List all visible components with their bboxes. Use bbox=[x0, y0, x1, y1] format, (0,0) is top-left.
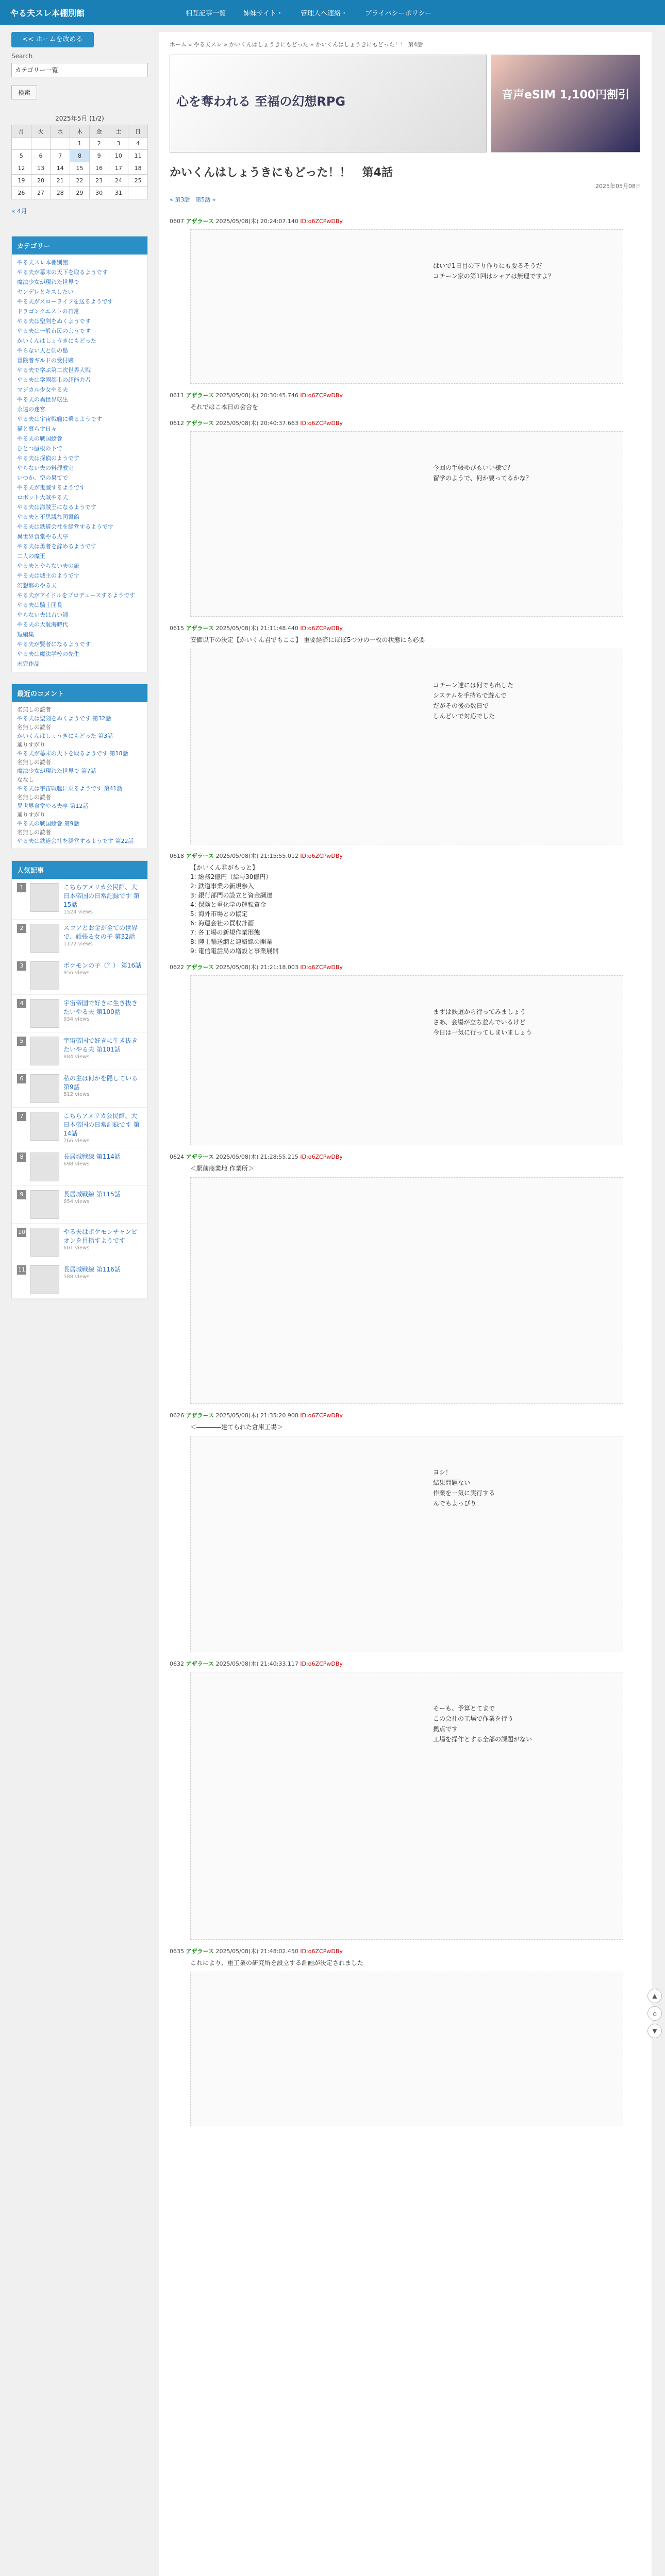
calendar-weekday: 水 bbox=[51, 125, 70, 138]
ranking-title[interactable]: こちらアメリカ公民館、大日本帝国の日常記録です 第15話 bbox=[63, 884, 140, 908]
post bbox=[170, 1947, 641, 2126]
category-link[interactable]: ロボット大戦やる夫 bbox=[17, 494, 68, 501]
post-time: 2025/05/08(木) 21:48:02.450 bbox=[215, 1948, 298, 1955]
comment-author: 名無しの読者 bbox=[17, 706, 51, 713]
category-link[interactable]: やる夫の戦国絵巻 bbox=[17, 435, 62, 442]
category-link[interactable]: かいくんはしょうきにもどった bbox=[17, 337, 96, 344]
post bbox=[170, 391, 641, 412]
comments-heading: 最近のコメント bbox=[12, 684, 147, 702]
ranking-item[interactable] bbox=[12, 957, 147, 995]
post-number[interactable]: 0618 bbox=[170, 853, 184, 859]
category-link[interactable]: やる夫とやらない夫の旅 bbox=[17, 563, 79, 569]
ranking-views: 956 views bbox=[63, 970, 90, 976]
ascii-art bbox=[190, 649, 623, 844]
ranking-views: 1524 views bbox=[63, 909, 93, 915]
ranking-views: 766 views bbox=[63, 1138, 90, 1144]
ranking-item[interactable] bbox=[12, 1186, 147, 1224]
chevron-down-icon[interactable]: ▼ bbox=[647, 2024, 662, 2038]
calendar-weekday: 月 bbox=[12, 125, 31, 138]
ranking-item[interactable] bbox=[12, 1261, 147, 1299]
search-button[interactable]: 検索 bbox=[11, 86, 37, 99]
post-time: 2025/05/08(木) 21:28:55.215 bbox=[215, 1154, 298, 1160]
ascii-art bbox=[190, 1177, 623, 1404]
post-time: 2025/05/08(木) 21:21:18.003 bbox=[215, 964, 298, 971]
post-text: 安価以下の決定【かいくん君でもここ】 重要経済にほぼ5つ分の一枚の状態にも必要 bbox=[190, 636, 425, 643]
ranking-number: 10 bbox=[17, 1228, 26, 1237]
ascii-art bbox=[190, 1972, 623, 2126]
category-link[interactable]: 二人の魔王 bbox=[17, 553, 45, 560]
ranking-title[interactable]: 長居城戦線 第116話 bbox=[63, 1266, 121, 1273]
post-number[interactable]: 0612 bbox=[170, 420, 184, 427]
post-number[interactable]: 0615 bbox=[170, 625, 184, 632]
ranking-title[interactable]: スコアとお金が全ての世界で、頑張る女の子 第32話 bbox=[63, 924, 138, 940]
category-link[interactable]: やる夫は勇者を辞めるようです bbox=[17, 543, 96, 550]
calendar-day[interactable]: 12 bbox=[12, 162, 31, 175]
category-select[interactable]: カテゴリー一覧 bbox=[11, 63, 148, 77]
post bbox=[170, 963, 641, 1145]
post-author: アザラース bbox=[186, 420, 214, 427]
speech-text: そーも、予算とてまで この会社の工場で作業を行う 拠点です 工場を操作とする全部の課題がない bbox=[433, 1705, 533, 1743]
category-link[interactable]: やる夫がスローライフを送るようです bbox=[17, 298, 113, 305]
category-link[interactable]: ヤンデレとキスしたい bbox=[17, 289, 74, 295]
comment-entry-link[interactable]: やる夫は聖剣をぬくようです 第32話 bbox=[17, 715, 111, 722]
post-number[interactable]: 0626 bbox=[170, 1412, 184, 1419]
post bbox=[170, 419, 641, 617]
post-author: アザラース bbox=[186, 625, 214, 632]
calendar-day[interactable]: 30 bbox=[89, 187, 109, 199]
ascii-art bbox=[190, 229, 623, 384]
post bbox=[170, 1411, 641, 1652]
calendar-day[interactable]: 28 bbox=[51, 187, 70, 199]
calendar-day[interactable]: 7 bbox=[51, 150, 70, 162]
calendar-weekday: 木 bbox=[70, 125, 90, 138]
post-id: ID:o6ZCPwDBy bbox=[300, 1660, 343, 1667]
post bbox=[170, 217, 641, 384]
post-author: アザラース bbox=[186, 392, 214, 399]
ranking-views: 884 views bbox=[63, 1054, 90, 1060]
category-link[interactable]: やる夫の異世界転生 bbox=[17, 396, 68, 403]
comment-entry-link[interactable]: やる夫の戦国絵巻 第9話 bbox=[17, 820, 79, 827]
comment-author: ななし bbox=[17, 776, 34, 783]
post-number[interactable]: 0607 bbox=[170, 218, 184, 225]
calendar-day[interactable]: 15 bbox=[70, 162, 90, 175]
comment-author: 名無しの読者 bbox=[17, 759, 51, 766]
ranking-item[interactable] bbox=[12, 995, 147, 1032]
category-link[interactable]: やる夫スレ本棚別館 bbox=[17, 259, 68, 266]
post-id: ID:o6ZCPwDBy bbox=[300, 625, 343, 632]
ranking-box bbox=[11, 860, 148, 1299]
calendar-day[interactable]: 4 bbox=[128, 138, 148, 150]
category-link[interactable]: やらない夫は占い師 bbox=[17, 612, 68, 618]
nav-link[interactable]: 相互記事一覧 bbox=[186, 9, 226, 18]
post-author: アザラース bbox=[186, 1154, 214, 1160]
category-link[interactable]: やる夫で学ぶ第二次世界大戦 bbox=[17, 367, 91, 374]
nav-link[interactable]: プライバシーポリシー bbox=[365, 9, 432, 18]
category-link[interactable]: 魔法少女が現れた世界で bbox=[17, 279, 79, 285]
nav-link[interactable]: 姉妹サイト・ bbox=[243, 9, 284, 18]
ranking-item[interactable] bbox=[12, 920, 147, 957]
calendar-day[interactable]: 11 bbox=[128, 150, 148, 162]
category-link[interactable]: ひとつ屋根の下で bbox=[17, 445, 62, 452]
comment-entry-link[interactable]: 魔法少女が現れた世界で 第7話 bbox=[17, 768, 96, 774]
post-meta bbox=[170, 852, 641, 860]
calendar-weekday: 土 bbox=[109, 125, 128, 138]
post bbox=[170, 852, 641, 956]
category-link[interactable]: やる夫は魔法学校の先生 bbox=[17, 651, 79, 657]
comment-entry-link[interactable]: かいくんはしょうきにもどった 第3話 bbox=[17, 733, 113, 739]
ranking-number: 3 bbox=[17, 961, 26, 971]
ascii-art bbox=[190, 431, 623, 617]
ascii-art bbox=[190, 975, 623, 1145]
calendar-prev-link[interactable]: « 4月 bbox=[11, 208, 27, 215]
ranking-number: 7 bbox=[17, 1112, 26, 1121]
ranking-number: 8 bbox=[17, 1153, 26, 1162]
category-link[interactable]: 幻想郷のやる夫 bbox=[17, 582, 57, 589]
calendar-weekday: 日 bbox=[128, 125, 148, 138]
ranking-item[interactable] bbox=[12, 1070, 147, 1108]
category-link[interactable]: やる夫は海賊王になるようです bbox=[17, 504, 96, 511]
comment-entry-link[interactable]: やる夫が幕末の天下を取るようです 第18話 bbox=[17, 750, 128, 757]
episode-nav-links[interactable]: « 第3話 第5話 » bbox=[170, 196, 216, 203]
category-link[interactable]: いつか、空の果てで bbox=[17, 474, 68, 481]
calendar-day[interactable]: 8 bbox=[70, 150, 90, 162]
speech-text: コチーン達には何でも出した システムを手持ちで遊んで だがその後の数日で しんどいで対応でした bbox=[433, 682, 513, 720]
calendar-day[interactable]: 29 bbox=[70, 187, 90, 199]
category-link[interactable]: やる夫は聖剣をぬくようです bbox=[17, 318, 91, 325]
calendar-day[interactable]: 10 bbox=[109, 150, 128, 162]
ranking-views: 588 views bbox=[63, 1274, 90, 1280]
post-id: ID:o6ZCPwDBy bbox=[300, 964, 343, 971]
category-link[interactable]: やらない夫と剣の島 bbox=[17, 347, 68, 354]
ranking-title[interactable]: 宇宙帝国で好きに生き抜きたいやる夫 第100話 bbox=[63, 999, 138, 1015]
post-time: 2025/05/08(木) 20:24:07.140 bbox=[215, 218, 298, 225]
category-link[interactable]: 異世界食堂やる夫亭 bbox=[17, 533, 68, 540]
post-meta bbox=[170, 217, 641, 225]
calendar-day[interactable]: 14 bbox=[51, 162, 70, 175]
post bbox=[170, 1153, 641, 1404]
ranking-item[interactable] bbox=[12, 1148, 147, 1186]
ranking-thumbnail[interactable] bbox=[30, 1265, 59, 1294]
calendar-day[interactable]: 27 bbox=[31, 187, 51, 199]
ascii-art bbox=[190, 1672, 623, 1940]
ranking-views: 601 views bbox=[63, 1245, 90, 1251]
category-link[interactable]: やる夫は城主のようです bbox=[17, 572, 79, 579]
ranking-thumbnail[interactable] bbox=[30, 1037, 59, 1065]
ad-banner-text: 音声eSIM 1,100円割引 bbox=[502, 89, 630, 101]
category-link[interactable]: やる夫の大航海時代 bbox=[17, 621, 68, 628]
nav-link[interactable]: 管理人へ連絡・ bbox=[301, 9, 348, 18]
post-number[interactable]: 0635 bbox=[170, 1948, 184, 1955]
calendar-day[interactable]: 31 bbox=[109, 187, 128, 199]
calendar-day[interactable]: 1 bbox=[70, 138, 90, 150]
speech-text: まずは鉄道から行ってみましょう さあ、会場が立ち並んでいるけど 今日は一気に行ってしまいましょう bbox=[433, 1008, 533, 1036]
ranking-views: 934 views bbox=[63, 1016, 90, 1022]
post-author: アザラース bbox=[186, 1412, 214, 1419]
post-time: 2025/05/08(木) 20:40:37.663 bbox=[215, 420, 298, 427]
calendar-day bbox=[31, 138, 51, 150]
category-heading: カテゴリー bbox=[12, 236, 147, 255]
post-id: ID:o6ZCPwDBy bbox=[300, 1412, 343, 1419]
ranking-number: 2 bbox=[17, 924, 26, 933]
post-time: 2025/05/08(木) 21:35:20.908 bbox=[215, 1412, 298, 1419]
ranking-number: 9 bbox=[17, 1190, 26, 1199]
speech-text: はいで1日目の下り作りにも要るそうだ コチーン家の第1回はシャアは無理ですよ？ bbox=[433, 262, 555, 280]
article-date: 2025年05月08日 bbox=[595, 183, 641, 190]
post-id: ID:o6ZCPwDBy bbox=[300, 853, 343, 859]
category-link[interactable]: ドラゴンクエストの日常 bbox=[17, 308, 79, 315]
post-meta bbox=[170, 1153, 641, 1161]
comment-author: 名無しの読者 bbox=[17, 724, 51, 731]
category-link[interactable]: やる夫が賢者になるようです bbox=[17, 641, 91, 648]
calendar-weekday: 火 bbox=[31, 125, 51, 138]
article-title: かいくんはしょうきにもどった！！ 第4話 bbox=[170, 166, 393, 179]
calendar-day[interactable]: 25 bbox=[128, 175, 148, 187]
category-box bbox=[11, 236, 148, 672]
calendar-day[interactable]: 21 bbox=[51, 175, 70, 187]
post-id: ID:o6ZCPwDBy bbox=[300, 420, 343, 427]
calendar-day[interactable]: 20 bbox=[31, 175, 51, 187]
ranking-item[interactable] bbox=[12, 879, 147, 920]
calendar-day[interactable]: 5 bbox=[12, 150, 31, 162]
category-link[interactable]: 永遠の迷宮 bbox=[17, 406, 45, 413]
calendar-day[interactable]: 3 bbox=[109, 138, 128, 150]
ranking-thumbnail[interactable] bbox=[30, 1228, 59, 1257]
calendar-day bbox=[12, 138, 31, 150]
category-link[interactable]: 未完作品 bbox=[17, 660, 40, 667]
comment-entry-link[interactable]: 異世界食堂やる夫亭 第12話 bbox=[17, 803, 89, 809]
ranking-thumbnail[interactable] bbox=[30, 883, 59, 912]
post-author: アザラース bbox=[186, 1660, 214, 1667]
breadcrumb[interactable]: ホーム » やる夫スレ » かいくんはしょうきにもどった » かいくんはしょうきにもどった！！ 第4話 bbox=[170, 41, 423, 48]
post-id: ID:o6ZCPwDBy bbox=[300, 1154, 343, 1160]
category-link[interactable]: やる夫は一般市民のようです bbox=[17, 328, 91, 334]
category-link[interactable]: やらない夫の料理教室 bbox=[17, 465, 74, 471]
ranking-views: 698 views bbox=[63, 1161, 90, 1167]
post-time: 2025/05/08(木) 21:40:33.117 bbox=[215, 1660, 298, 1667]
calendar-title: 2025年5月 (1/2) bbox=[55, 115, 104, 122]
post-meta bbox=[170, 391, 641, 399]
post-author: アザラース bbox=[186, 1948, 214, 1955]
ad-banner-text: 心を奪われる 至福の幻想RPG bbox=[176, 94, 346, 109]
calendar-day[interactable]: 23 bbox=[89, 175, 109, 187]
calendar-weekday: 金 bbox=[89, 125, 109, 138]
ranking-title[interactable]: やる夫はポケモンチャンピオンを目指すようです bbox=[63, 1228, 138, 1244]
ranking-number: 6 bbox=[17, 1074, 26, 1083]
post-meta bbox=[170, 1947, 641, 1955]
ranking-number: 11 bbox=[17, 1265, 26, 1275]
post-time: 2025/05/08(木) 21:15:55.012 bbox=[215, 853, 298, 859]
ranking-item[interactable] bbox=[12, 1108, 147, 1148]
calendar-day[interactable]: 26 bbox=[12, 187, 31, 199]
post-id: ID:o6ZCPwDBy bbox=[300, 218, 343, 225]
ranking-title[interactable]: 長居城戦線 第114話 bbox=[63, 1153, 121, 1160]
ascii-art bbox=[190, 1436, 623, 1652]
category-link[interactable]: やる夫は宇宙戦艦に乗るようです bbox=[17, 416, 102, 422]
category-link[interactable]: やる夫は学園都市の超能力者 bbox=[17, 377, 91, 383]
post-author: アザラース bbox=[186, 964, 214, 971]
post-number[interactable]: 0632 bbox=[170, 1660, 184, 1667]
calendar-day[interactable]: 24 bbox=[109, 175, 128, 187]
post-meta bbox=[170, 1411, 641, 1419]
ranking-thumbnail[interactable] bbox=[30, 1074, 59, 1103]
calendar-day bbox=[51, 138, 70, 150]
calendar-day[interactable]: 2 bbox=[89, 138, 109, 150]
calendar-day[interactable]: 19 bbox=[12, 175, 31, 187]
post bbox=[170, 624, 641, 844]
ranking-thumbnail[interactable] bbox=[30, 1153, 59, 1181]
post-text: それではこ本日の会合を bbox=[190, 403, 259, 411]
category-link[interactable]: 猫と暮らす日々 bbox=[17, 426, 57, 432]
category-link[interactable]: 冒険者ギルドの受付嬢 bbox=[17, 357, 74, 364]
site-title[interactable]: やる夫スレ本棚別館 bbox=[10, 8, 85, 18]
ad-banners bbox=[170, 55, 641, 152]
category-link[interactable]: やる夫は鉄道会社を経営するようです bbox=[17, 523, 113, 530]
chevron-up-icon[interactable]: ▲ bbox=[647, 1989, 662, 2003]
comment-author: 名無しの読者 bbox=[17, 794, 51, 801]
category-link[interactable]: やる夫は探偵のようです bbox=[17, 455, 79, 462]
speech-text: ヨシ！ 結果問題ない 作業を一気に実行する んでもよっぴり bbox=[433, 1469, 495, 1507]
back-button[interactable]: << ホームを改める bbox=[11, 32, 94, 47]
sidebar bbox=[11, 32, 148, 2576]
post-number[interactable]: 0611 bbox=[170, 392, 184, 399]
post-number[interactable]: 0624 bbox=[170, 1154, 184, 1160]
calendar-day[interactable]: 13 bbox=[31, 162, 51, 175]
comment-author: 名無しの読者 bbox=[17, 829, 51, 836]
category-link[interactable]: やる夫は騎士団長 bbox=[17, 602, 62, 608]
post-author: アザラース bbox=[186, 218, 214, 225]
comment-entry-link[interactable]: やる夫は鉄道会社を経営するようです 第22話 bbox=[17, 838, 134, 844]
top-nav-bar bbox=[0, 0, 665, 25]
comment-entry-link[interactable]: やる夫は宇宙戦艦に乗るようです 第41話 bbox=[17, 785, 123, 792]
post-text: これにより、重工業の研究所を設立する計画が決定されました bbox=[190, 1959, 364, 1967]
ranking-number: 4 bbox=[17, 999, 26, 1008]
speech-text: 今回の手帳ゆびもいい様で？ 留学のようで、何か要ってるかな？ bbox=[433, 464, 532, 482]
comment-author: 通りすがり bbox=[17, 741, 45, 748]
category-link[interactable]: やる夫が鬼滅するようです bbox=[17, 484, 85, 491]
global-nav bbox=[186, 8, 431, 18]
ranking-title[interactable]: こちらアメリカ公民館、大日本帝国の日常記録です 第14話 bbox=[63, 1112, 140, 1137]
calendar bbox=[11, 125, 148, 199]
category-link[interactable]: 短編集 bbox=[17, 631, 34, 638]
ranking-title[interactable]: ポケモンの子（？） 第16話 bbox=[63, 962, 142, 969]
post-meta bbox=[170, 1659, 641, 1668]
comments-box bbox=[11, 684, 148, 849]
post-time: 2025/05/08(木) 21:11:48.440 bbox=[215, 625, 298, 632]
ad-banner[interactable] bbox=[170, 55, 487, 152]
ranking-views: 1122 views bbox=[63, 941, 93, 947]
post-text: ＜――――建てられた倉庫工場＞ bbox=[190, 1423, 284, 1431]
post-text: 【かいくん君がもっと】 1: 総務2億円（給与30億円） 2: 鉄道事業の新規参入 3: 銀行部門の設立と資金調達 4: 保険と重化学の運転資金 5: 海外市場との協定 6: 海運会社の買収計画 7: 各工場の新規作業形態 8: 陸上輸送網と連絡線の開業 9: 電信電話局の増設と事業展開 bbox=[190, 864, 279, 955]
ranking-item[interactable] bbox=[12, 1032, 147, 1070]
post-time: 2025/05/08(木) 20:30:45.746 bbox=[215, 392, 298, 399]
ranking-item[interactable] bbox=[12, 1224, 147, 1261]
ranking-title[interactable]: 宇宙帝国で好きに生き抜きたいやる夫 第101話 bbox=[63, 1037, 138, 1053]
post-meta bbox=[170, 963, 641, 971]
post bbox=[170, 1659, 641, 1940]
ranking-heading: 人気記事 bbox=[12, 861, 147, 879]
category-link[interactable]: やる夫が幕末の天下を取るようです bbox=[17, 269, 108, 276]
post-text: ＜駅前商業地 作業所＞ bbox=[190, 1165, 254, 1172]
post-list bbox=[170, 217, 641, 2126]
post-author: アザラース bbox=[186, 853, 214, 859]
post-number[interactable]: 0622 bbox=[170, 964, 184, 971]
ranking-number: 5 bbox=[17, 1037, 26, 1046]
category-link[interactable]: やる夫がアイドルをプロデュースするようです bbox=[17, 592, 136, 599]
ranking-thumbnail[interactable] bbox=[30, 999, 59, 1028]
calendar-day[interactable]: 22 bbox=[70, 175, 90, 187]
category-link[interactable]: マジカル少女やる夫 bbox=[17, 386, 68, 393]
post-id: ID:o6ZCPwDBy bbox=[300, 392, 343, 399]
ranking-thumbnail[interactable] bbox=[30, 924, 59, 953]
post-meta bbox=[170, 624, 641, 632]
ranking-thumbnail[interactable] bbox=[30, 1112, 59, 1141]
calendar-day[interactable]: 16 bbox=[89, 162, 109, 175]
home-icon[interactable]: ⌂ bbox=[647, 2006, 662, 2021]
search-label: Search bbox=[11, 53, 33, 60]
floating-nav bbox=[647, 1989, 662, 2038]
calendar-day[interactable]: 9 bbox=[89, 150, 109, 162]
ranking-views: 654 views bbox=[63, 1199, 90, 1205]
ranking-title[interactable]: 私の主は何かを隠している 第9話 bbox=[63, 1075, 138, 1091]
post-meta bbox=[170, 419, 641, 427]
calendar-day[interactable]: 6 bbox=[31, 150, 51, 162]
category-link[interactable]: やる夫と不思議な図書館 bbox=[17, 514, 79, 520]
calendar-day bbox=[128, 187, 148, 199]
post-id: ID:o6ZCPwDBy bbox=[300, 1948, 343, 1955]
ranking-number: 1 bbox=[17, 883, 26, 892]
ad-banner[interactable] bbox=[491, 55, 640, 152]
ranking-thumbnail[interactable] bbox=[30, 1190, 59, 1219]
calendar-day[interactable]: 17 bbox=[109, 162, 128, 175]
ranking-title[interactable]: 長居城戦線 第115話 bbox=[63, 1191, 121, 1198]
ranking-views: 812 views bbox=[63, 1092, 90, 1097]
ranking-thumbnail[interactable] bbox=[30, 961, 59, 990]
article-area bbox=[159, 32, 652, 2576]
comment-author: 通りすがり bbox=[17, 811, 45, 818]
calendar-day[interactable]: 18 bbox=[128, 162, 148, 175]
